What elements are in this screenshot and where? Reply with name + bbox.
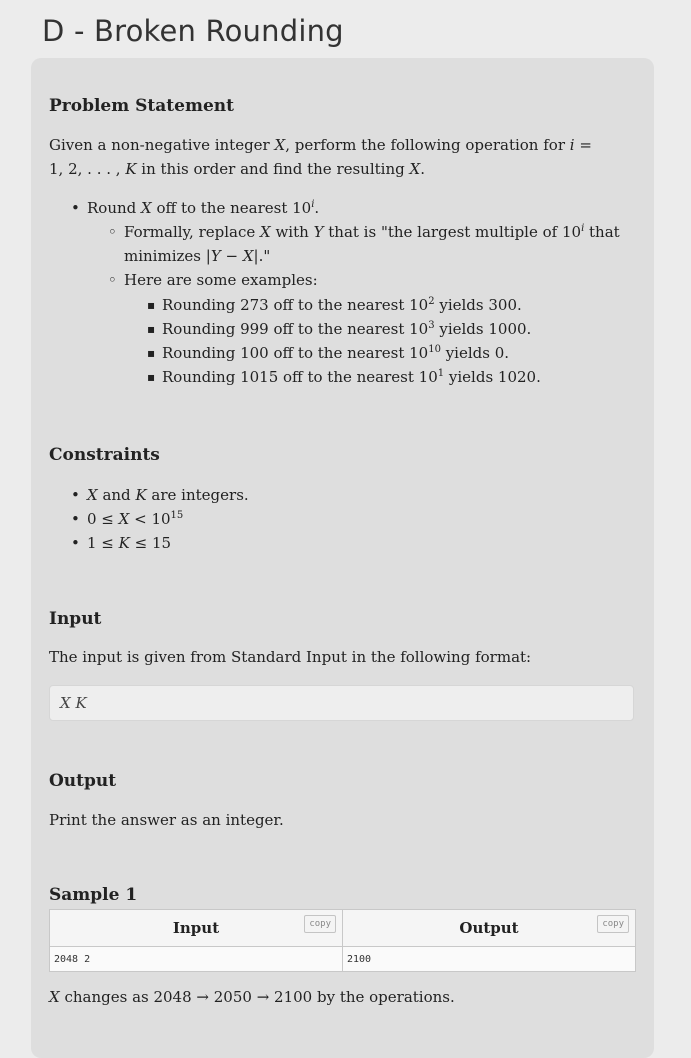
problem-card [31, 58, 654, 1058]
list-item: ◦ Here are some examples: [124, 268, 634, 292]
sample1-input-value: 2048 2 [50, 947, 343, 972]
sample1-output-header: Output copy [343, 910, 636, 947]
output-heading: Output [49, 771, 117, 791]
page-title: D - Broken Rounding [42, 14, 344, 48]
sample1-output-value: 2100 [343, 947, 636, 972]
examples-list [162, 293, 632, 389]
input-description: The input is given from Standard Input in the following format: [49, 648, 532, 666]
example-item: ▪ Rounding 1015 off to the nearest $10^1$ yields 1020. [162, 365, 632, 389]
output-description: Print the answer as an integer. [49, 811, 284, 829]
list-item: ◦ Formally, replace X with Y that is "the largest multiple of 10$^i$ that minimizes |Y − X|." [124, 220, 634, 268]
table-row [50, 910, 636, 947]
constraints-list [87, 483, 627, 555]
example-item: ▪ Rounding 999 off to the nearest $10^3$ yields 1000. [162, 317, 632, 341]
constraint-item: • X and K are integers. [87, 483, 627, 507]
copy-input-button[interactable]: copy [304, 915, 336, 933]
list-item: • Round X off to the nearest 10$^i$. [87, 196, 637, 220]
input-format-box: X K [49, 685, 634, 721]
input-heading: Input [49, 609, 102, 629]
sample1-input-header: Input copy [50, 910, 343, 947]
example-item: ▪ Rounding 273 off to the nearest $10^2$ yields 300. [162, 293, 632, 317]
table-row [50, 947, 636, 972]
constraint-item: • $0 \le X < 10^{15}$ [87, 507, 627, 531]
constraint-item: • 1 ≤ K ≤ 15 [87, 531, 627, 555]
sample1-table [49, 909, 636, 972]
sample1-heading: Sample 1 [49, 885, 138, 905]
problem-statement-heading: Problem Statement [49, 96, 234, 116]
formal-list [124, 220, 634, 292]
constraints-heading: Constraints [49, 445, 160, 465]
sample1-explanation: X changes as 2048 → 2050 → 2100 by the operations. [49, 988, 455, 1006]
example-item: ▪ Rounding 100 off to the nearest $10^{10}$ yields 0. [162, 341, 632, 365]
copy-output-button[interactable]: copy [597, 915, 629, 933]
problem-intro: Given a non-negative integer X, perform the following operation for i = 1, 2, . . . , K in this order and find the resulting X. [49, 136, 592, 178]
operation-list [87, 196, 637, 220]
